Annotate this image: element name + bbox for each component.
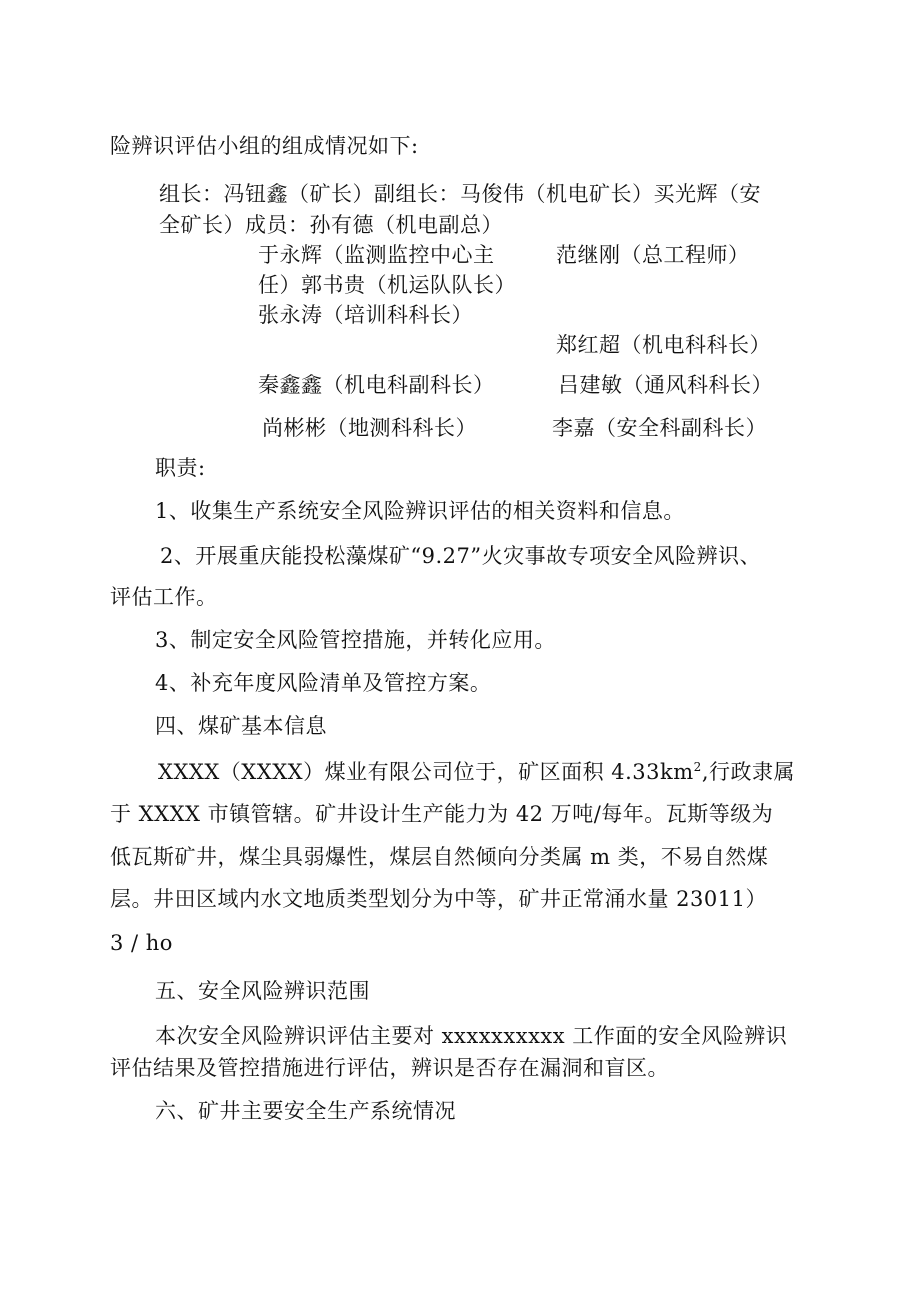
member-li: 李嘉（安全科副科长） [552, 416, 767, 440]
section-4-line-5: 3 / ho [110, 931, 173, 955]
section-5-heading: 五、安全风险辨识范围 [155, 979, 370, 1003]
duty-4: 4、补充年度风险清单及管控方案。 [155, 671, 492, 695]
section-4-line-1: XXXX（XXXX）煤业有限公司位于，矿区面积 $4.33km^2$,行政隶属 [158, 760, 795, 784]
duty-1: 1、收集生产系统安全风险辨识评估的相关资料和信息。 [155, 499, 685, 523]
duty-3: 3、制定安全风险管控措施，并转化应用。 [155, 628, 556, 652]
section-5-line-2: 评估结果及管控措施进行评估，辨识是否存在漏洞和盲区。 [110, 1056, 669, 1080]
section-4-heading: 四、煤矿基本信息 [155, 714, 327, 738]
member-zhang: 张永涛（培训科科长） [258, 303, 473, 327]
section-5-line-1: 本次安全风险辨识评估主要对 xxxxxxxxxx 工作面的安全风险辨识 [155, 1024, 788, 1048]
team-line-1: 组长：冯钮鑫（矿长）副组长：马俊伟（机电矿长）买光辉（安 [159, 182, 761, 206]
duty-2-line-1: 2、开展重庆能投松藻煤矿“9.27”火灾事故专项安全风险辨识、 [160, 544, 762, 568]
intro-text: 险辨识评估小组的组成情况如下: [110, 134, 419, 158]
duties-heading: 职责: [155, 456, 206, 480]
member-shang: 尚彬彬（地测科科长） [262, 416, 477, 440]
duty-2-line-2: 评估工作。 [110, 585, 218, 609]
member-yu-part2: 任）郭书贵（机运队队长） [258, 273, 516, 297]
section-4-line-4: 层。井田区域内水文地质类型划分为中等，矿井正常涌水量 23011） [110, 887, 767, 911]
section-6-heading: 六、矿井主要安全生产系统情况 [155, 1099, 456, 1123]
member-qin: 秦鑫鑫（机电科副科长） [258, 373, 495, 397]
member-lv: 吕建敏（通风科科长） [558, 373, 773, 397]
member-fan: 范继刚（总工程师） [556, 243, 750, 267]
member-yu-part1: 于永辉（监测监控中心主 [258, 243, 495, 267]
superscript: 2 [693, 760, 702, 774]
section-4-line-2: 于 XXXX 市镇管辖。矿井设计生产能力为 42 万吨/每年。瓦斯等级为 [110, 802, 774, 826]
member-zheng: 郑红超（机电科科长） [556, 333, 771, 357]
team-line-2: 全矿长）成员：孙有德（机电副总） [159, 213, 503, 237]
section-4-line-3: 低瓦斯矿井，煤尘具弱爆性，煤层自然倾向分类属 m 类，不易自然煤 [110, 845, 769, 869]
